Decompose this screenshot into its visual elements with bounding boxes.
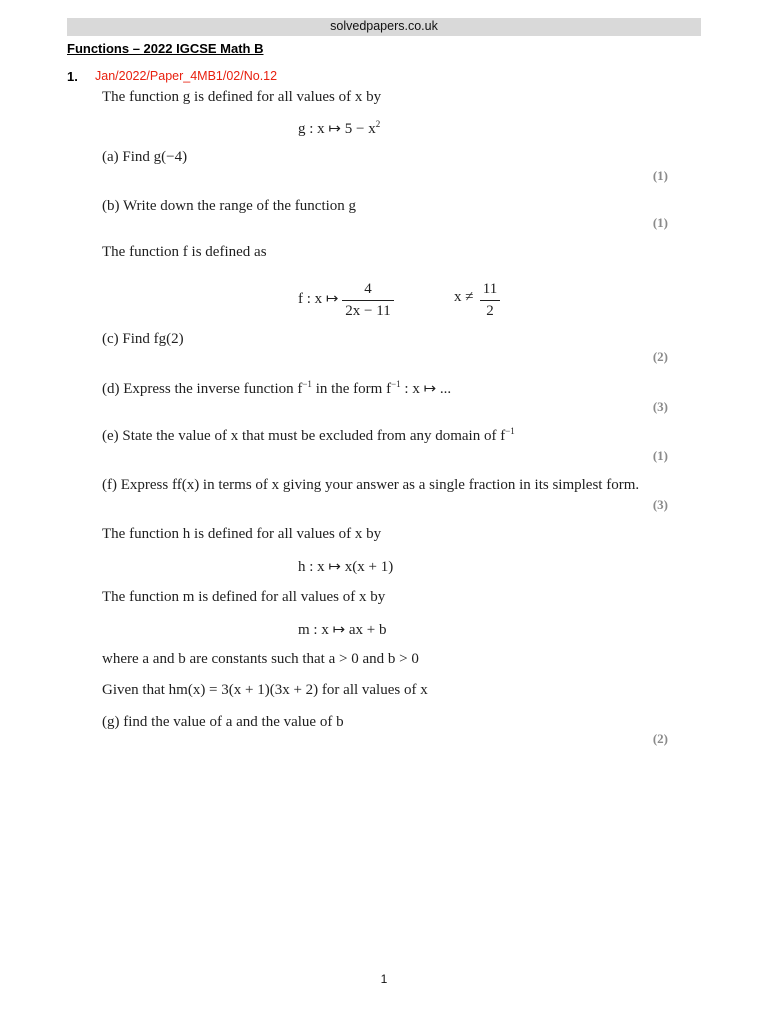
- part-g: (g) find the value of a and the value of b: [102, 714, 344, 730]
- question-number: 1.: [67, 69, 78, 84]
- marks-g: (2): [652, 731, 668, 746]
- intro-m: The function m is defined for all values of x by: [102, 589, 386, 605]
- marks-f: (3): [652, 497, 668, 512]
- f-condition: x ≠: [454, 289, 474, 305]
- marks-c: (2): [652, 349, 668, 364]
- g-definition-power: 2: [375, 119, 381, 129]
- given-statement: Given that hm(x) = 3(x + 1)(3x + 2) for all values of x: [102, 682, 428, 698]
- f-condition-fraction: [480, 281, 500, 320]
- f-numerator: 4: [364, 281, 372, 297]
- intro-f: The function f is defined as: [102, 244, 267, 260]
- page-number: 1: [380, 972, 388, 986]
- marks-b: (1): [652, 215, 668, 230]
- site-name: solvedpapers.co.uk: [330, 19, 438, 33]
- part-b: (b) Write down the range of the function g: [102, 198, 357, 214]
- part-c: (c) Find fg(2): [102, 331, 184, 347]
- m-definition: m : x ↦ ax + b: [298, 622, 387, 638]
- part-d-inverse: −1: [302, 379, 312, 389]
- part-d-suffix: : x ↦ ...: [400, 381, 452, 397]
- marks-d: (3): [652, 399, 668, 414]
- g-definition-expr: g : x ↦ 5 − x: [298, 121, 376, 137]
- part-d-prefix: (d) Express the inverse function f: [102, 381, 303, 397]
- document-title: Functions – 2022 IGCSE Math B: [67, 41, 264, 56]
- part-d: [102, 379, 451, 398]
- part-e: [102, 428, 515, 445]
- f-denominator: 2x − 11: [345, 303, 391, 319]
- marks-e: (1): [652, 448, 668, 463]
- cond-numerator: 11: [482, 281, 498, 297]
- cond-denominator: 2: [486, 303, 494, 319]
- marks-a: (1): [652, 168, 668, 183]
- f-fraction: [342, 281, 394, 320]
- part-e-text: (e) State the value of x that must be excluded from any domain of f: [102, 428, 506, 444]
- part-e-inverse: −1: [505, 426, 515, 436]
- intro-h: The function h is defined for all values of x by: [102, 526, 382, 542]
- part-d-inverse-2: −1: [391, 379, 401, 389]
- g-definition: [298, 119, 380, 138]
- h-definition: h : x ↦ x(x + 1): [298, 559, 394, 575]
- question-reference: Jan/2022/Paper_4MB1/02/No.12: [95, 69, 278, 83]
- site-header-bar: [67, 18, 701, 36]
- part-f: (f) Express ff(x) in terms of x giving your answer as a single fraction in its simplest form.: [102, 477, 640, 493]
- part-a: (a) Find g(−4): [102, 149, 188, 165]
- constants-statement: where a and b are constants such that a > 0 and b > 0: [102, 651, 419, 667]
- f-definition-lhs: f : x ↦: [298, 291, 339, 307]
- intro-g: The function g is defined for all values of x by: [102, 89, 382, 105]
- part-d-middle: in the form f: [311, 381, 392, 397]
